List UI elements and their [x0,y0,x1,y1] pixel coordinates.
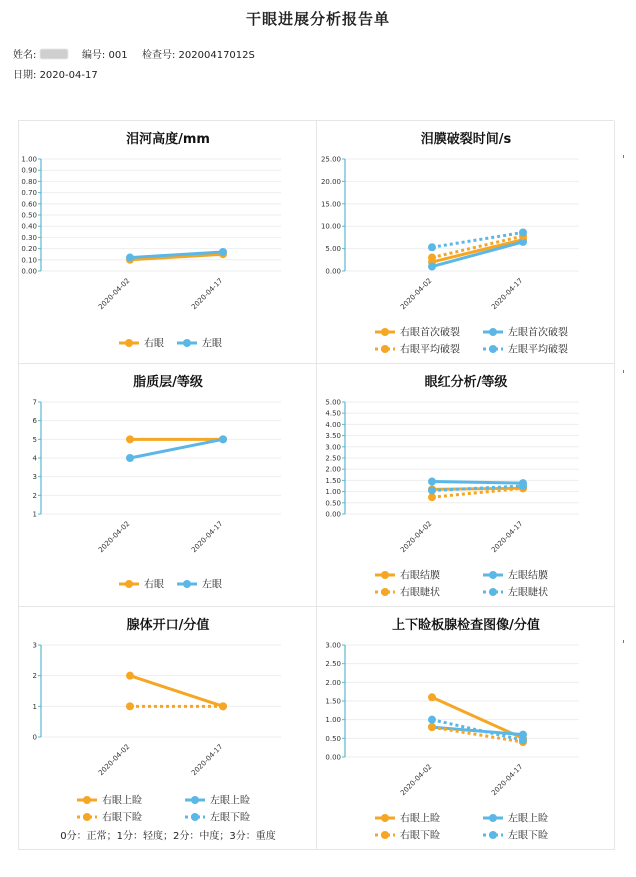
legend-label: 左眼 [202,579,222,591]
legend-swatch-marker [489,328,497,336]
date-label: 日期: [13,70,37,81]
legend-swatch-marker [183,339,191,347]
x-tick-label: 2020-04-17 [489,276,525,312]
y-tick-label: 0.30 [21,233,37,242]
y-tick-label: 0.50 [325,734,341,743]
chart-4 [19,607,317,850]
data-point [428,693,436,701]
chart-0 [19,121,317,364]
y-tick-label: 0 [32,733,37,742]
data-point [428,263,436,271]
x-tick-label: 2020-04-02 [96,742,132,778]
y-tick-label: 2 [32,491,37,500]
legend-swatch-marker [381,571,389,579]
data-point [519,482,527,490]
y-tick-label: 0.60 [21,200,37,209]
legend-label: 左眼首次破裂 [508,327,568,339]
legend-swatch-marker [125,580,133,588]
legend-swatch-marker [381,831,389,839]
legend-swatch-marker [381,328,389,336]
y-tick-label: 15.00 [320,200,341,209]
id-label: 编号: [81,50,106,61]
y-tick-label: 5 [32,435,37,444]
legend-swatch-marker [489,571,497,579]
y-tick-label: 0.80 [21,177,37,186]
y-tick-label: 3.00 [325,641,341,650]
y-tick-label: 1.50 [325,476,341,485]
score-note: 0分：正常；1分：轻度；2分：中度；3分：重度 [60,831,276,842]
chart-2 [19,364,317,607]
x-tick-label: 2020-04-02 [96,519,132,555]
y-tick-label: 1 [32,702,37,711]
x-tick-label: 2020-04-02 [398,276,434,312]
y-tick-label: 0.70 [21,189,37,198]
legend-label: 右眼 [144,579,164,591]
y-tick-label: 0.90 [21,166,37,175]
data-point [519,228,527,236]
chart-title: 泪河高度/mm [126,132,210,147]
date-value: 2020-04-17 [39,70,98,81]
legend-label: 右眼睫状 [400,587,440,599]
y-tick-label: 5.00 [325,398,341,407]
legend-label: 左眼上睑 [508,813,548,825]
y-tick-label: 0.00 [21,267,37,276]
legend-label: 左眼睫状 [508,587,548,599]
y-tick-label: 2.50 [325,660,341,669]
y-tick-label: 3 [32,641,37,650]
chart-panel-tear-breakup [317,121,615,364]
data-point [428,478,436,486]
legend-label: 左眼 [202,338,222,350]
data-point [126,254,134,262]
legend-swatch-marker [183,580,191,588]
redacted-name [40,49,68,59]
legend-label: 左眼下睑 [210,812,250,824]
patient-info-line [13,46,255,61]
x-tick-label: 2020-04-17 [189,519,225,555]
y-tick-label: 25.00 [320,155,341,164]
legend-swatch-marker [83,813,91,821]
data-point [126,672,134,680]
date-line [13,66,98,81]
chart-panel-meibography [317,607,615,850]
chart-panel-gland-opening [19,607,317,850]
y-tick-label: 3 [32,473,37,482]
series-line [432,240,523,262]
y-tick-label: 2 [32,672,37,681]
y-tick-label: 20.00 [320,177,341,186]
edge-mark [623,370,624,373]
x-tick-label: 2020-04-17 [489,762,525,798]
data-point [519,736,527,744]
y-tick-label: 1 [32,510,37,519]
x-tick-label: 2020-04-02 [96,276,132,312]
y-tick-label: 4.50 [325,409,341,418]
legend-swatch-marker [381,588,389,596]
legend-label: 右眼下睑 [400,830,440,842]
y-tick-label: 0.00 [325,267,341,276]
y-tick-label: 6 [32,417,37,426]
legend-swatch-marker [125,339,133,347]
y-tick-label: 4 [32,454,37,463]
exam-label: 检查号: [141,50,176,61]
data-point [428,243,436,251]
y-tick-label: 4.00 [325,420,341,429]
legend-swatch-marker [489,831,497,839]
series-line [130,676,223,707]
charts-grid [18,120,614,850]
chart-3 [317,364,615,607]
y-tick-label: 0.20 [21,245,37,254]
y-tick-label: 1.00 [21,155,37,164]
exam-value: 20200417012S [178,50,255,61]
y-tick-label: 1.00 [325,716,341,725]
legend-label: 右眼下睑 [102,812,142,824]
legend-swatch-marker [489,588,497,596]
legend-swatch-marker [489,345,497,353]
y-tick-label: 0.10 [21,256,37,265]
legend-swatch-marker [191,813,199,821]
data-point [428,716,436,724]
y-tick-label: 5.00 [325,245,341,254]
legend-swatch-marker [83,796,91,804]
chart-panel-redness [317,364,615,607]
legend-label: 左眼平均破裂 [508,344,568,356]
y-tick-label: 2.00 [325,678,341,687]
name-label: 姓名: [13,50,37,61]
chart-panel-lipid-layer [19,364,317,607]
legend-label: 右眼上睑 [400,813,440,825]
data-point [126,435,134,443]
legend-swatch-marker [489,814,497,822]
y-tick-label: 1.00 [325,488,341,497]
chart-title: 腺体开口/分值 [126,618,210,633]
data-point [126,702,134,710]
legend-label: 右眼结膜 [400,570,440,582]
y-tick-label: 10.00 [320,222,341,231]
chart-title: 泪膜破裂时间/s [420,132,512,147]
legend-swatch-marker [191,796,199,804]
y-tick-label: 0.50 [325,499,341,508]
chart-panel-tear-meniscus [19,121,317,364]
y-tick-label: 3.50 [325,432,341,441]
chart-title: 脂质层/等级 [133,375,203,390]
y-tick-label: 0.00 [325,753,341,762]
y-tick-label: 1.50 [325,697,341,706]
id-value: 001 [108,50,128,61]
data-point [428,723,436,731]
y-tick-label: 2.00 [325,465,341,474]
data-point [219,702,227,710]
data-point [219,248,227,256]
y-tick-label: 7 [32,398,37,407]
x-tick-label: 2020-04-02 [398,519,434,555]
data-point [219,435,227,443]
x-tick-label: 2020-04-17 [189,276,225,312]
y-tick-label: 0.40 [21,222,37,231]
series-line [432,482,523,484]
y-tick-label: 3.00 [325,443,341,452]
chart-5 [317,607,615,850]
legend-swatch-marker [381,814,389,822]
legend-label: 左眼上睑 [210,795,250,807]
legend-label: 右眼上睑 [102,795,142,807]
report-title: 干眼进展分析报告单 [245,10,390,28]
x-tick-label: 2020-04-02 [398,762,434,798]
chart-1 [317,121,615,364]
x-tick-label: 2020-04-17 [489,519,525,555]
y-tick-label: 2.50 [325,454,341,463]
data-point [428,486,436,494]
data-point [126,454,134,462]
chart-title: 眼红分析/等级 [424,375,508,390]
series-line [130,439,223,458]
x-tick-label: 2020-04-17 [189,742,225,778]
legend-label: 右眼平均破裂 [400,344,460,356]
y-tick-label: 0.00 [325,510,341,519]
edge-mark [623,155,624,158]
legend-label: 左眼结膜 [508,570,548,582]
data-point [428,254,436,262]
chart-title: 上下睑板腺检查图像/分值 [392,618,540,633]
legend-swatch-marker [381,345,389,353]
legend-label: 右眼 [144,338,164,350]
legend-label: 右眼首次破裂 [400,327,460,339]
y-tick-label: 0.50 [21,211,37,220]
edge-mark [623,640,624,643]
legend-label: 左眼下睑 [508,830,548,842]
